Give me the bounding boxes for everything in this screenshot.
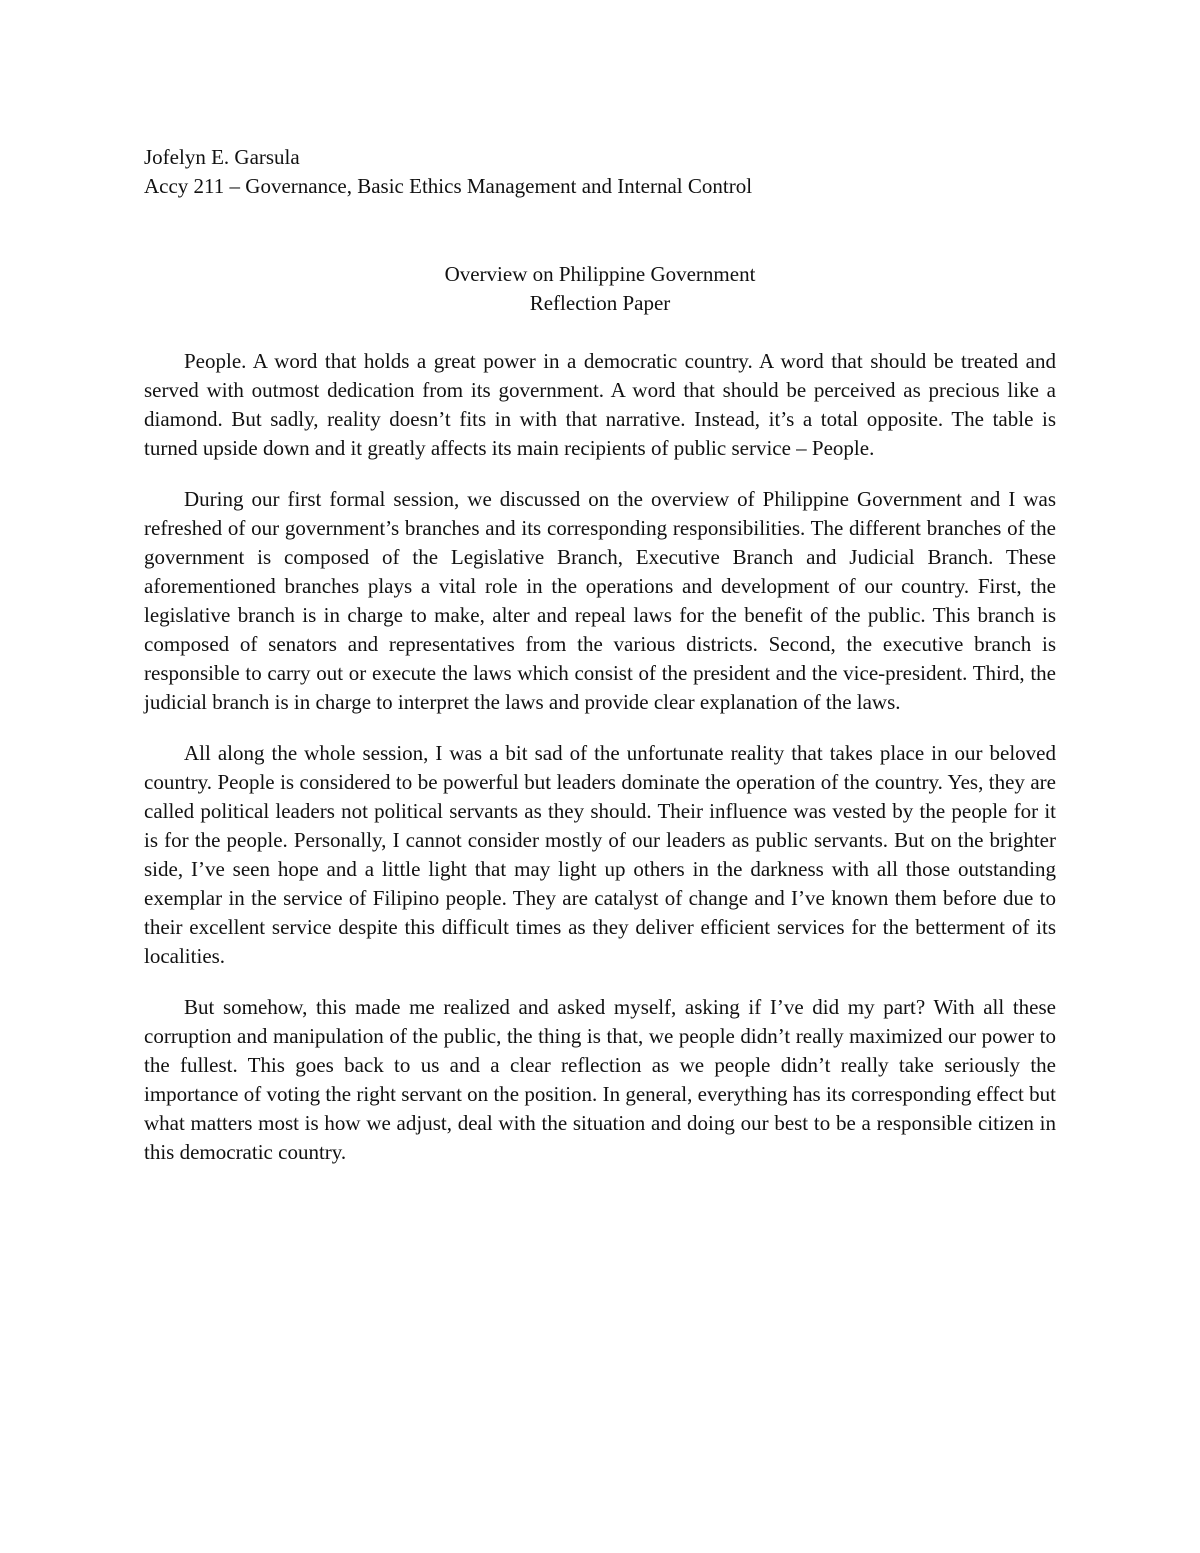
paragraph-3: All along the whole session, I was a bit sad of the unfortunate reality that takes place in our beloved country. People is considered to be powerful but leaders dominate the operation of the country. Yes, they are called political leaders not political servants as they should. Their influence was vested by the people for it is for the people. Personally, I cannot consider mostly of our leaders as public servants. But on the brighter side, I’ve seen hope and a little light that may light up others in the darkness with all those outstanding exemplar in the service of Filipino people. They are catalyst of change and I’ve known them before due to their excellent service despite this difficult times as they deliver efficient services for the betterment of its localities. xyxy=(144,741,1056,968)
paragraph-2: During our first formal session, we discussed on the overview of Philippine Government and I was refreshed of our government’s branches and its corresponding responsibilities. The different branches of the government is composed of the Legislative Branch, Executive Branch and Judicial Branch. These aforementioned branches plays a vital role in the operations and development of our country. First, the legislative branch is in charge to make, alter and repeal laws for the benefit of the public. This branch is composed of senators and representatives from the various districts. Second, the executive branch is responsible to carry out or execute the laws which consist of the president and the vice-president. Third, the judicial branch is in charge to interpret the laws and provide clear explanation of the laws. xyxy=(144,487,1056,714)
author-name: Jofelyn E. Garsula xyxy=(144,145,300,169)
paper-title-block xyxy=(144,260,1056,318)
paper-subtitle: Reflection Paper xyxy=(529,291,671,315)
document-header xyxy=(144,143,1064,201)
paper-title: Overview on Philippine Government xyxy=(444,262,756,286)
document-body xyxy=(144,347,1056,1189)
paragraph-1: People. A word that holds a great power in a democratic country. A word that should be treated and served with outmost dedication from its government. A word that should be perceived as precious like a diamond. But sadly, reality doesn’t fits in with that narrative. Instead, it’s a total opposite. The table is turned upside down and it greatly affects its main recipients of public service – People. xyxy=(144,349,1056,460)
course-title: Accy 211 – Governance, Basic Ethics Management and Internal Control xyxy=(144,174,753,198)
paragraph-4: But somehow, this made me realized and asked myself, asking if I’ve did my part? With all these corruption and manipulation of the public, the thing is that, we people didn’t really maximized our power to the fullest. This goes back to us and a clear reflection as we people didn’t really take seriously the importance of voting the right servant on the position. In general, everything has its corresponding effect but what matters most is how we adjust, deal with the situation and doing our best to be a responsible citizen in this democratic country. xyxy=(144,995,1056,1164)
